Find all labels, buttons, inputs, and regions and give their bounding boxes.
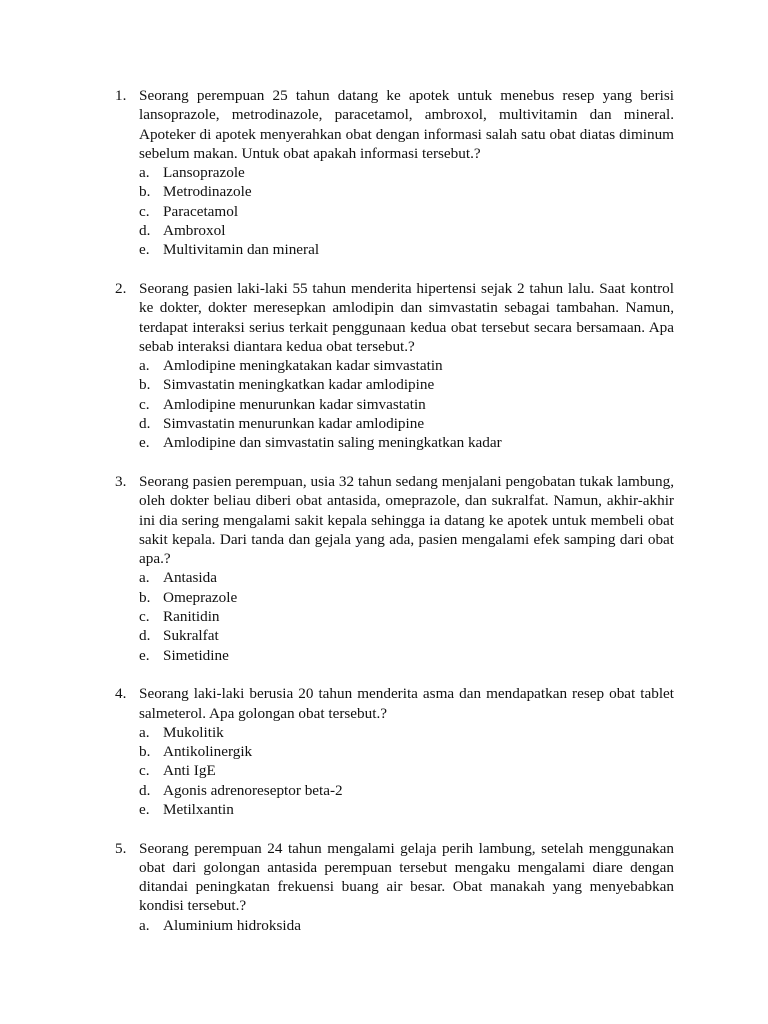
option-list xyxy=(0,163,768,259)
option-letter: c. xyxy=(139,395,150,413)
option-item xyxy=(0,742,768,761)
option-text: Ranitidin xyxy=(163,608,220,626)
option-text: Sukralfat xyxy=(163,627,219,645)
option-list xyxy=(0,723,768,819)
question-text: Seorang laki-laki berusia 20 tahun menderita asma dan mendapatkan resep obat tablet salmeterol. Apa golongan obat tersebut.? xyxy=(139,685,674,722)
option-letter: b. xyxy=(139,376,151,394)
option-letter: a. xyxy=(139,723,150,741)
option-text: Mukolitik xyxy=(163,723,224,741)
question-3 xyxy=(0,472,768,665)
option-item xyxy=(0,607,768,626)
option-item xyxy=(0,646,768,665)
option-item xyxy=(0,588,768,607)
question-number: 1. xyxy=(115,87,127,104)
option-item xyxy=(0,800,768,819)
option-text: Metrodinazole xyxy=(163,183,252,201)
document-page xyxy=(0,86,768,954)
option-text: Aluminium hidroksida xyxy=(163,916,301,934)
option-letter: d. xyxy=(139,781,151,799)
option-item xyxy=(0,781,768,800)
option-letter: d. xyxy=(139,415,151,433)
option-text: Ambroxol xyxy=(163,222,226,240)
option-text: Antasida xyxy=(163,569,217,587)
option-list xyxy=(0,356,768,452)
option-text: Omeprazole xyxy=(163,588,238,606)
option-text: Agonis adrenoreseptor beta-2 xyxy=(163,781,343,799)
option-item xyxy=(0,723,768,742)
option-item xyxy=(0,626,768,645)
question-text: Seorang pasien perempuan, usia 32 tahun sedang menjalani pengobatan tukak lambung, oleh dokter beliau diberi obat antasida, omeprazole, dan sukralfat. Namun, akhir-akhir ini dia sering mengalami sakit kepala sehingga ia datang ke apotek untuk membeli obat sakit kepala. Dari tanda dan gejala yang ada, pasien mengalami efek samping dari obat apa.? xyxy=(139,472,674,568)
option-text: Lansoprazole xyxy=(163,164,245,182)
option-item xyxy=(0,221,768,240)
question-4 xyxy=(0,684,768,819)
question-number: 2. xyxy=(115,279,127,297)
option-item xyxy=(0,395,768,414)
option-item xyxy=(0,202,768,221)
option-item xyxy=(0,375,768,394)
option-letter: c. xyxy=(139,762,150,780)
question-text: Seorang pasien laki-laki 55 tahun menderita hipertensi sejak 2 tahun lalu. Saat kontrol ke dokter, dokter meresepkan amlodipin dan simvastatin sebagai tambahan. Namun, terdapat interaksi serius terkait penggunaan kedua obat tersebut secara bersamaan. Apa sebab interaksi diantara kedua obat tersebut.? xyxy=(139,279,674,355)
option-letter: a. xyxy=(139,916,150,934)
question-number: 4. xyxy=(115,685,127,703)
option-item xyxy=(0,568,768,587)
question-1 xyxy=(0,86,768,260)
option-text: Paracetamol xyxy=(163,202,239,220)
question-2 xyxy=(0,279,768,453)
option-letter: c. xyxy=(139,608,150,626)
option-item xyxy=(0,240,768,259)
option-letter: d. xyxy=(139,222,151,240)
option-letter: a. xyxy=(139,357,150,375)
option-text: Amlodipine menurunkan kadar simvastatin xyxy=(163,395,426,413)
option-item xyxy=(0,761,768,780)
option-letter: e. xyxy=(139,241,150,259)
option-text: Simvastatin menurunkan kadar amlodipine xyxy=(163,415,425,433)
option-item xyxy=(0,414,768,433)
option-item xyxy=(0,182,768,201)
option-text: Antikolinergik xyxy=(163,743,253,761)
option-letter: c. xyxy=(139,202,150,220)
option-list xyxy=(0,916,768,935)
option-letter: b. xyxy=(139,588,151,606)
question-text: Seorang perempuan 25 tahun datang ke apotek untuk menebus resep yang berisi lansoprazole, metrodinazole, paracetamol, ambroxol, multivitamin dan mineral. Apoteker di apotek menyerahkan obat dengan informasi salah satu obat diatas diminum sebelum makan. Untuk obat apakah informasi tersebut.? xyxy=(139,87,674,162)
option-list xyxy=(0,568,768,664)
option-letter: a. xyxy=(139,569,150,587)
question-number: 5. xyxy=(115,839,127,857)
question-number: 3. xyxy=(115,472,127,490)
option-letter: b. xyxy=(139,743,151,761)
option-letter: e. xyxy=(139,434,150,452)
option-letter: b. xyxy=(139,183,151,201)
option-text: Simvastatin meningkatkan kadar amlodipine xyxy=(163,376,435,394)
option-letter: e. xyxy=(139,800,150,818)
option-item xyxy=(0,163,768,182)
option-item xyxy=(0,433,768,452)
option-letter: e. xyxy=(139,646,150,664)
option-letter: a. xyxy=(139,164,150,182)
option-text: Amlodipine dan simvastatin saling meningkatkan kadar xyxy=(163,434,502,452)
option-text: Amlodipine meningkatakan kadar simvastatin xyxy=(163,357,443,375)
option-text: Multivitamin dan mineral xyxy=(163,241,320,259)
option-text: Anti IgE xyxy=(163,762,216,780)
question-5 xyxy=(0,839,768,935)
option-text: Metilxantin xyxy=(163,800,234,818)
option-text: Simetidine xyxy=(163,646,229,664)
option-item xyxy=(0,916,768,935)
question-text: Seorang perempuan 24 tahun mengalami gelaja perih lambung, setelah menggunakan obat dari golongan antasida perempuan tersebut mengaku mengalami diare dengan ditandai peningkatan frekuensi buang air besar. Obat manakah yang menyebabkan kondisi tersebut.? xyxy=(139,839,674,915)
option-letter: d. xyxy=(139,627,151,645)
option-item xyxy=(0,356,768,375)
